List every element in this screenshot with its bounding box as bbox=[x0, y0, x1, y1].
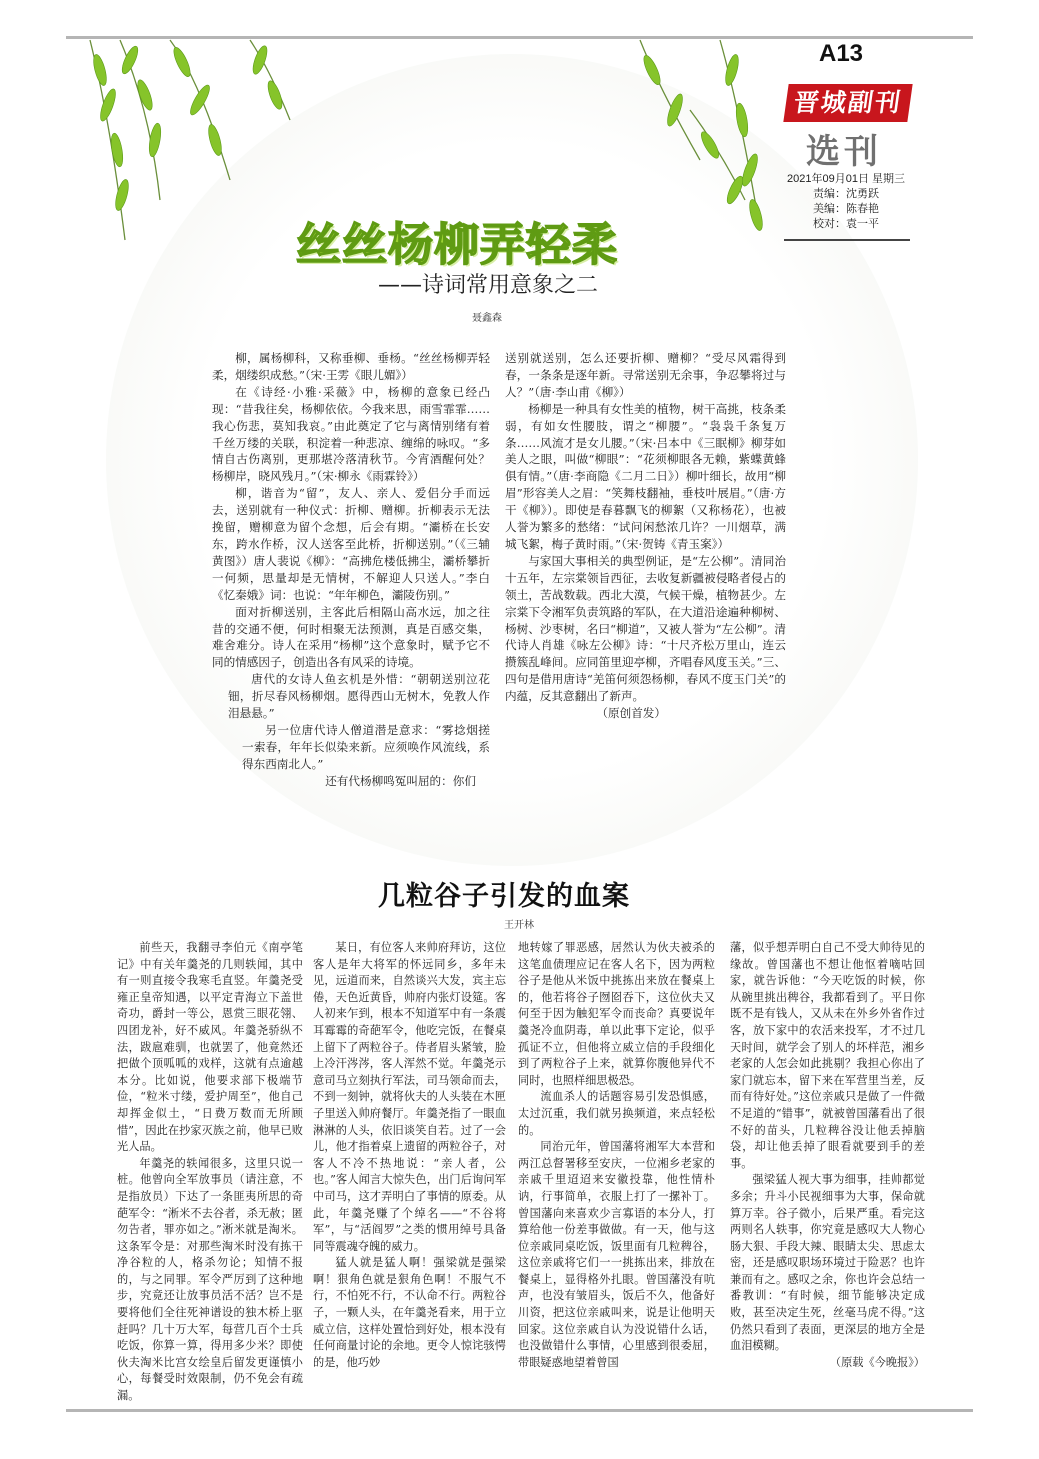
article2-column-3 bbox=[518, 940, 715, 1371]
article1-title: 丝丝杨柳弄轻柔 bbox=[296, 218, 619, 271]
article1-subtitle: ——诗词常用意象之二 bbox=[378, 273, 599, 298]
paragraph: 唐代的女诗人鱼玄机是外惜：“朝朝送别泣花钿，折尽春风杨柳烟。愿得西山无树木，免教人作泪悬悬。” bbox=[228, 672, 490, 721]
paragraph: 另一位唐代诗人僧道潜是意求：“雾捻烟搓一索春，年年长似染来新。应须唤作风流线，系得东西南北人。” bbox=[242, 722, 490, 771]
paragraph: 还有代杨柳鸣冤叫屈的：你们 bbox=[325, 773, 476, 788]
paragraph: 同治元年，曾国藩将湘军大本营和两江总督署移至安庆，一位湘乡老家的亲戚千里迢迢来安徽投靠，他性情朴讷，行事简单，衣服上打了一摞补丁。曾国藩向来喜欢少言寡语的本分人，打算给他一份差事做做。有一天，他与这位亲戚同桌吃饭，饭里面有几粒稗谷，这位亲戚将它们一一挑拣出来，排放在餐桌上，显得格外扎眼。曾国藩没有吭声，也没有皱眉头，饭后不久，他备好川资，把这位亲戚叫来，说是让他明天回家。这位亲戚自认为没说错什么话，也没做错什么事情，心里感到很委屈，带眼疑惑地望着曾国 bbox=[518, 1140, 715, 1369]
paragraph: 猛人就是猛人啊！强梁就是强梁啊！狠角色就是狠角色啊！不服气不行，不怕死不行，不认命不行。两粒谷子，一颗人头，在年羹尧看来，用于立威立信，这样处置恰到好处，根本没有任何商量讨论的余地。更令人惊诧骇愕的是，他巧妙 bbox=[313, 1256, 506, 1369]
header-rule bbox=[784, 239, 910, 241]
article2-author: 王开林 bbox=[504, 920, 534, 931]
paragraph: 送别就送别，怎么还要折柳、赠柳？“受尽风霜得到春，一条条是逐年新。寻常送别无余事，争忍攀将过与人？”（唐·李山甫《柳》） bbox=[505, 351, 786, 399]
article1-source: （原创首发） bbox=[596, 706, 666, 721]
paragraph: 藩，似乎想弄明白自己不受大帅待见的缘故。曾国藩也不想让他怄着嘀咕回家，就告诉他：“今天吃饭的时候，你从碗里挑出稗谷，我都看到了。平日你既不是有钱人，又从未在外乡外省作过客，放下家中的农活来投军，才不过几天时间，就学会了别人的坏样范，湘乡老家的人怎会如此挑剔？我担心你出了家门就忘本，留下来在军营里当差，反而有待好处。”这位亲戚只是做了一件微不足道的“错事”，就被曾国藩看出了很不好的苗头，几粒稗谷没让他丢掉脑袋，却让他丢掉了眼看就要到手的差事。 bbox=[730, 941, 925, 1170]
article1-author: 聂鑫森 bbox=[472, 313, 502, 324]
editor-credit: 责编：沈勇跃 bbox=[813, 188, 879, 200]
paragraph: 某日，有位客人来帅府拜访，这位客人是年大将军的怀远同乡，多年未见，远道而来，自然谈兴大发，宾主忘倦，天色近黄昏，帅府内张灯设筵。客人初来乍到，根本不知道军中有一条震耳霉霉的奇葩军令，他吃完饭，在餐桌上留下了两粒谷子。侍者眉头紧皱，脸上冷汗涔涔，客人浑然不觉。年羹尧示意司马立刻执行军法，司马领命而去，不到一刻钟，就将伙夫的人头装在木匣子里送入帅府餐厅。年羹尧指了一眼血淋淋的人头，依旧谈笑自若。过了一会儿，他才指着桌上遗留的两粒谷子，对客人不冷不热地说：“亲人者，公也。”客人闻言大惊失色，出门后询问军中司马，这才弄明白了事情的原委。从此，年羹尧赚了个绰名——“不谷将军”，与“活阎罗”之类的惯用绰号具备同等震魂夺魄的威力。 bbox=[313, 941, 506, 1253]
article2-column-2 bbox=[313, 940, 506, 1371]
article1-column-1 bbox=[212, 350, 490, 790]
article2-column-4 bbox=[730, 940, 925, 1371]
article2-source: （原载《今晚报》） bbox=[829, 1355, 925, 1369]
paragraph: 年羹尧的轶闻很多，这里只说一桩。他曾向全军放事员（请注意，不是指放员）下达了一条匪夷所思的奇葩军令：“淅米不去谷者，杀无赦；匿勿告者，罪亦如之。”淅米就是淘米。这条军令是：对那些淘米时没有拣干净谷粒的人，格杀勿论；知情不报的，与之同罪。军令严厉到了这种地步，究竟还让放事员活不活？岂不是要将他们全往死神谱设的独木桥上驱赶吗？几十万大军，每营几百个士兵吃饭，你算一算，得用多少米？即使伙夫淘米比宫女绘皇后留发更谨慎小心，每餐受时效限制，仍不免会有疏漏。 bbox=[117, 1156, 303, 1403]
paragraph: 面对折柳送别，主客此后相隔山高水远，加之往昔的交通不便，何时相聚无法预测，真是百感交集，难舍难分。诗人在采用“杨柳”这个意象时，赋予它不同的情感因子，创造出各有风采的诗境。 bbox=[212, 604, 490, 670]
paragraph: 流血杀人的话题容易引发恐惧感，太过沉重，我们就另换频道，来点轻松的。 bbox=[518, 1090, 715, 1137]
paragraph: 前些天，我翻寻李伯元《南亭笔记》中有关年羹尧的几则轶闻，其中有一则直接令我寒毛直竖。年羹尧受雍正皇帝知遇，以平定青海立下盖世奇功，爵封一等公，恩赏三眼花翎、四团龙补，好不威风。年羹尧骄纵不法，跋扈难驯，也就罢了，他竟然还把做个顶呱呱的戏样，这就有点逾越本分。比如说，他要求部下极端节俭，“粒米寸缕，爱护周至”，他自己却挥金似土，“日费万数而无所顾惜”，因此在抄家灭族之前，他早已败光人品。 bbox=[117, 941, 303, 1154]
paragraph: 与家国大事相关的典型例证，是“左公柳”。清同治十五年，左宗棠领旨西征，去收复新疆被侵略者侵占的领土，苦战数载。西北大漠，气候干燥，植物甚少。左宗棠下令湘军负责筑路的军队，在大道沿途遍种柳树、杨树、沙枣树，名曰“柳道”，又被人誉为“左公柳”。清代诗人肖雄《咏左公柳》诗：“十尺齐松万里山，连云攒簇乱峰间。应同笛里迎亭柳，齐唱春风度玉关。”三、四句是借用唐诗“羌笛何须怨杨柳，春风不度玉门关”的内蕴，反其意翻出了新声。 bbox=[505, 553, 786, 704]
paragraph: 柳，属杨柳科，又称垂柳、垂杨。“丝丝杨柳弄轻柔，烟缕织成愁。”（宋·王雱《眼儿媚》） bbox=[212, 351, 490, 382]
proofreader-credit: 校对：袁一平 bbox=[813, 218, 879, 230]
article2-title: 几粒谷子引发的血案 bbox=[378, 881, 630, 912]
paragraph: 柳，谐音为“留”，友人、亲人、爱侣分手而远去，送别就有一种仪式：折柳、赠柳。折柳表示无法挽留，赠柳意为留个念想，后会有期。“灞桥在长安东，跨水作桥，汉人送客至此桥，折柳送别。”（《三辅黄图》）唐人裴说《柳》：“高拂危楼低拂尘，灞桥攀折一何频，思量却是无情树，不解迎人只送人。”李白《忆秦娥》词：也说：“年年柳色，灞陵伤别。” bbox=[212, 486, 490, 602]
section-logo: 晋城副刊 bbox=[783, 84, 912, 122]
article1-column-2 bbox=[505, 350, 786, 722]
paragraph: 强梁猛人视大事为细事，挂帅都觉多余；升斗小民视细事为大事，保命就算万幸。谷子微小，后果严重。看完这两则名人轶事，你究竟是感叹大人物心肠大狠、手段大辣、眼睛太尖、思虑太密，还是感叹职场环境过于险恶？也许兼而有之。感叹之余，你也许会总结一番教训：“有时候，细节能够决定成败，甚至决定生死，丝毫马虎不得。”这仍然只看到了表面，更深层的地方全是血泪模糊。 bbox=[730, 1173, 925, 1353]
page-number: A13 bbox=[819, 40, 864, 67]
paragraph: 地转嫁了罪恶感，居然认为伙夫被杀的这笔血债理应记在客人名下，因为两粒谷子是他从米饭中挑拣出来放在餐桌上的，他若将谷子囫囵吞下，这位伙夫又何至于因为触犯军令而丧命？真要说年羹尧冷血阴毒，单以此事下定论，似乎孤证不立，但他将立威立信的手段细化到了两粒谷子上来，就算你腹他异代不同时，也照样细思极恐。 bbox=[518, 941, 715, 1087]
issue-date: 2021年09月01日 星期三 bbox=[787, 173, 905, 185]
article2-column-1 bbox=[117, 940, 303, 1405]
bottom-rule bbox=[66, 1409, 973, 1412]
section-name: 选刊 bbox=[806, 132, 882, 172]
paragraph: 在《诗经·小雅·采薇》中，杨柳的意象已经凸现：“昔我往矣，杨柳依依。今我来思，雨雪霏霏……我心伤悲，莫知我哀。”由此奠定了它与离情别绪有着千丝万缕的关联，积淀着一种悲凉、缠绵的咏叹。“多情自古伤离别，更那堪冷落清秋节。今宵酒醒何处？杨柳岸，晓风残月。”（宋·柳永《雨霖铃》） bbox=[212, 384, 490, 484]
designer-credit: 美编：陈春艳 bbox=[813, 203, 879, 215]
willow-branches-illustration bbox=[0, 0, 1039, 400]
paragraph: 杨柳是一种具有女性美的植物，树干高挑，枝条柔弱，有如女性腰肢，谓之“柳腰”。“袅袅千条复万条……风流才是女儿腰。”（宋·吕本中《三眠柳》柳芽如美人之眼，叫做“柳眼”：“花须柳眼各无赖，紫蝶黄蜂俱有情。”（唐·李商隐《二月二日》）柳叶细长，故用“柳眉”形容美人之眉：“笑舞枝翻袖，垂枝叶展眉。”（唐·方干《柳》）。即使是春暮飘飞的柳絮（又称杨花），也被人誉为繁多的愁绪：“试问闲愁浓几许？一川烟草，满城飞絮，梅子黄时雨。”（宋·贺铸《青玉案》） bbox=[505, 401, 786, 551]
